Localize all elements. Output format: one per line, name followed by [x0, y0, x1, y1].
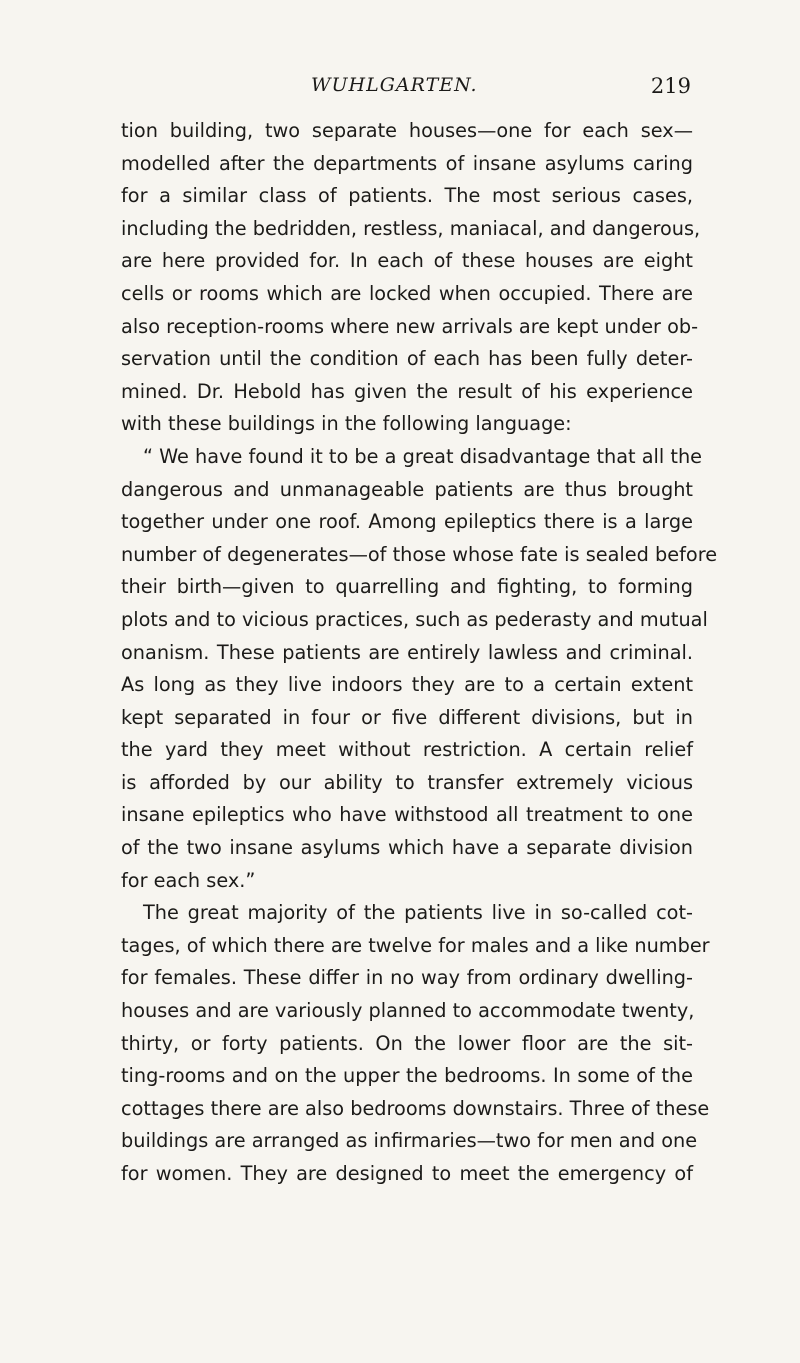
text-line: for women. They are designed to meet the emergency of	[121, 1162, 693, 1185]
page-number: 219	[650, 74, 691, 98]
text-line: dangerous and unmanageable patients are thus brought	[121, 477, 693, 501]
text-line: their birth—given to quarrelling and fighting, to forming	[121, 575, 693, 599]
text-line: ting-rooms and on the upper the bedrooms. In some of the	[121, 1064, 693, 1088]
text-line: onanism. These patients are entirely lawless and criminal.	[121, 640, 693, 664]
text-line: of the two insane asylums which have a separate division	[121, 836, 693, 860]
body-text	[121, 115, 718, 1191]
text-line: for a similar class of patients. The most serious cases,	[121, 184, 693, 208]
text-line: together under one roof. Among epileptics there is a large	[121, 510, 693, 534]
text-line: also reception-rooms where new arrivals are kept under ob-	[121, 314, 699, 338]
text-line: modelled after the departments of insane asylums caring	[121, 151, 693, 175]
text-line: insane epileptics who have withstood all treatment to one	[121, 803, 693, 827]
text-line: mined. Dr. Hebold has given the result of his experience	[121, 379, 693, 403]
text-line: “ We have found it to be a great disadvantage that all the	[143, 444, 703, 468]
running-title: WUHLGARTEN.	[311, 74, 478, 96]
text-line: with these buildings in the following language:	[121, 412, 572, 436]
page-header	[121, 74, 691, 104]
text-line: cells or rooms which are locked when occupied. There are	[121, 281, 693, 305]
text-line: buildings are arranged as infirmaries—two for men and one	[121, 1129, 698, 1153]
text-line: kept separated in four or five different divisions, but in	[121, 705, 693, 729]
text-line: tion building, two separate houses—one for each sex—	[121, 119, 693, 142]
text-line: for each sex.”	[121, 868, 256, 892]
text-line: are here provided for. In each of these houses are eight	[121, 249, 693, 273]
text-line: including the bedridden, restless, maniacal, and dangerous,	[121, 216, 701, 240]
text-line: for females. These differ in no way from ordinary dwelling-	[121, 966, 693, 990]
text-line: thirty, or forty patients. On the lower floor are the sit-	[121, 1031, 693, 1055]
text-line: servation until the condition of each has been fully deter-	[121, 347, 693, 371]
text-line: plots and to vicious practices, such as pederasty and mutual	[121, 607, 708, 631]
text-line: tages, of which there are twelve for males and a like number	[121, 933, 710, 957]
text-line: cottages there are also bedrooms downstairs. Three of these	[121, 1096, 710, 1120]
text-line: As long as they live indoors they are to a certain extent	[121, 673, 693, 697]
text-line: number of degenerates—of those whose fate is sealed before	[121, 542, 718, 566]
text-line: is afforded by our ability to transfer extremely vicious	[121, 770, 693, 794]
text-line: houses and are variously planned to accommodate twenty,	[121, 999, 695, 1023]
text-line: The great majority of the patients live in so-called cot-	[143, 901, 693, 925]
text-line: the yard they meet without restriction. A certain relief	[121, 738, 693, 762]
